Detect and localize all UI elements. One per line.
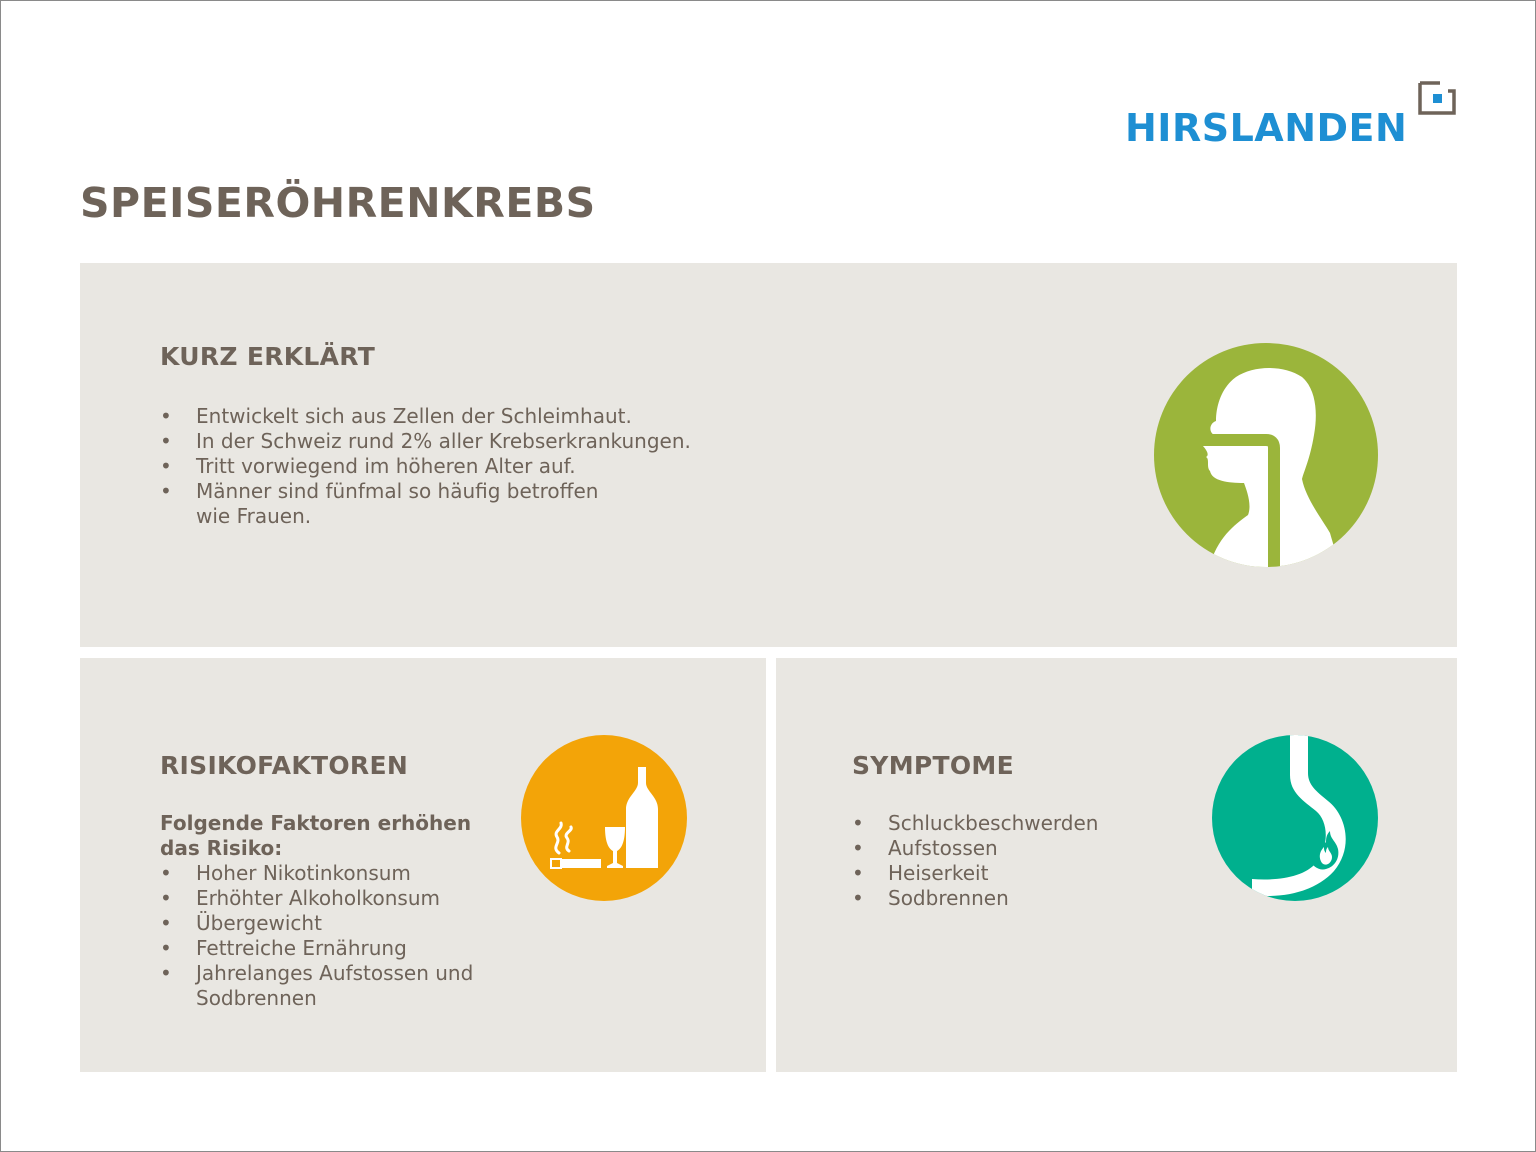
kurz-list [160,404,691,529]
list-item-text: Hoher Nikotinkonsum [196,861,411,885]
list-item-text: Schluckbeschwerden [888,811,1099,835]
bullet: • [852,886,864,910]
list-item-text: Männer sind fünfmal so häufig betroffen wie Frauen. [196,479,599,528]
symptome-list [852,811,1098,911]
bullet: • [852,811,864,835]
list-item-text: Sodbrennen [888,886,1009,910]
bullet: • [160,404,172,428]
panel-symptome [776,658,1457,1072]
cigarette-and-alcohol-icon [521,735,687,901]
list-item-text: Entwickelt sich aus Zellen der Schleimhaut. [196,404,632,428]
panel-kurz-erklaert [80,263,1457,647]
list-item [160,961,473,1011]
list-item [852,836,1098,861]
list-item [160,936,473,961]
bullet: • [852,836,864,860]
logo-wordmark: HIRSLANDEN [1125,106,1408,150]
section-heading-risiko: RISIKOFAKTOREN [160,751,409,780]
list-item [160,886,473,911]
list-item [160,479,691,529]
bullet: • [160,454,172,478]
list-item-text: Tritt vorwiegend im höheren Alter auf. [196,454,576,478]
list-item-text: Erhöhter Alkoholkonsum [196,886,440,910]
throat-profile-icon [1154,343,1378,567]
list-item [160,911,473,936]
list-item [160,454,691,479]
risiko-list [160,861,473,1011]
hirslanden-logo [1125,79,1465,151]
bullet: • [160,961,172,985]
bullet: • [160,429,172,453]
page-title: SPEISERÖHRENKREBS [80,179,596,227]
list-item [852,886,1098,911]
list-item [160,429,691,454]
list-item-text: Übergewicht [196,911,322,935]
list-item-text: Aufstossen [888,836,998,860]
list-item [852,811,1098,836]
list-item [160,404,691,429]
list-item-text: In der Schweiz rund 2% aller Krebserkrankungen. [196,429,691,453]
bullet: • [160,861,172,885]
list-item [852,861,1098,886]
section-heading-kurz: KURZ ERKLÄRT [160,342,376,371]
section-heading-symptome: SYMPTOME [852,751,1014,780]
bullet: • [160,886,172,910]
panel-risikofaktoren [80,658,766,1072]
bullet: • [160,936,172,960]
risiko-intro: Folgende Faktoren erhöhen das Risiko: [160,811,472,860]
list-item-text: Heiserkeit [888,861,989,885]
list-item-text: Jahrelanges Aufstossen und Sodbrennen [196,961,474,1010]
bullet: • [852,861,864,885]
bullet: • [160,479,172,503]
list-item-text: Fettreiche Ernährung [196,936,407,960]
hirslanden-logo-mark-icon [1418,81,1458,115]
list-item [160,861,473,886]
stomach-heartburn-icon [1212,735,1378,901]
bullet: • [160,911,172,935]
